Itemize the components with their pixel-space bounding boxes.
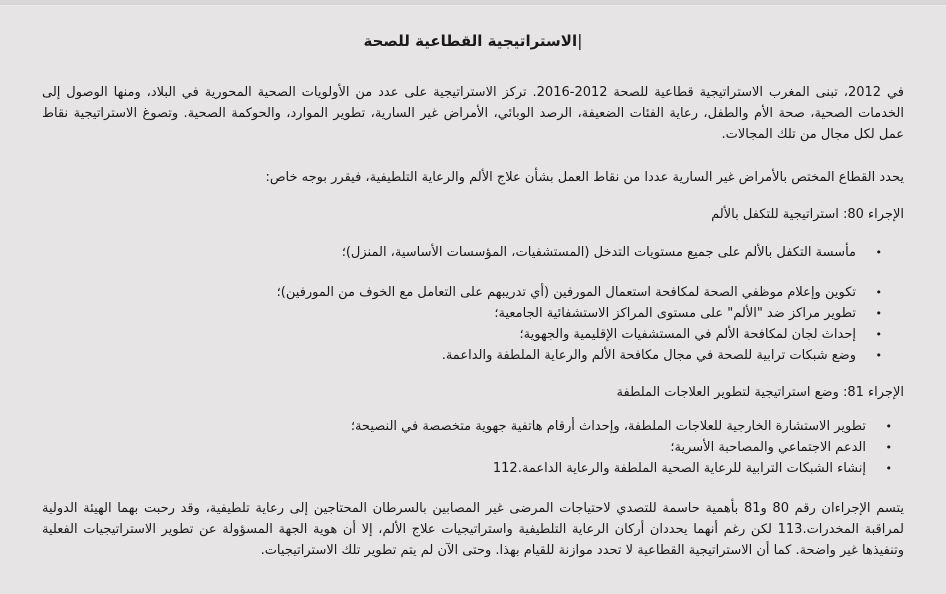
bullet-icon: • (875, 328, 882, 341)
action-80-heading: الإجراء 80: استراتيجية للتكفل بالألم (711, 207, 904, 222)
window-top-edge (0, 0, 946, 6)
intro-paragraph: في 2012، تبنى المغرب الاستراتيجية قطاعية للصحة 2012-2016. تركز الاستراتيجية على عدد من الأولويات الصحية المحورية في البلاد، ومنها الوصول إلى الخدمات الصحية، صحة الأم والطفل، رعاية الفئات الضعيفة، الرصد الوبائي، الأمراض غير السارية، تطوير الموارد، والحوكمة الصحية. وتصوغ الاستراتيجية نقاط عمل لكل مجال من تلك المجالات. (42, 85, 904, 142)
bullet-item (42, 416, 892, 437)
bullet-text: إنشاء الشبكات الترابية للرعاية الصحية الملطفة والرعاية الداعمة.112 (492, 461, 866, 476)
document-title-row (42, 30, 904, 52)
document-page (0, 30, 946, 561)
bullet-item (42, 324, 882, 345)
closing-paragraph: يتسم الإجراءان رقم 80 و81 بأهمية حاسمة للتصدي لاحتياجات المرضى غير المصابين بالسرطان المحتاجين إلى رعاية تلطيفية، وقد رحبت بهما الهيئة الدولية لمراقبة المخدرات.113 لكن رغم أنهما يحددان أركان الرعاية التلطيفية واستراتيجيات علاج الألم، إلا أن هوية الجهة المسؤولة عن تطوير الاستراتيجيات الفعلية وتنفيذها غير واضحة. كما أن الاستراتيجية القطاعية لا تحدد موازنة للقيام بهذا. وحتى الآن لم يتم تطوير تلك الاستراتيجيات. (42, 501, 904, 558)
lead-paragraph: يحدد القطاع المختص بالأمراض غير السارية عددا من نقاط العمل بشأن علاج الألم والرعاية التلطيفية، فيقرر بوجه خاص: (265, 170, 904, 185)
bullet-text: تطوير الاستشارة الخارجية للعلاجات الملطفة، وإحداث أرقام هاتفية جهوية متخصصة في النصيحة؛ (350, 419, 866, 434)
action-81-heading: الإجراء 81: وضع استراتيجية لتطوير العلاجات الملطفة (616, 385, 904, 400)
bullet-text: تطوير مراكز ضد "الألم" على مستوى المراكز الاستشفائية الجامعية؛ (494, 306, 856, 321)
bullet-icon: • (885, 462, 892, 475)
bullet-text: مأسسة التكفل بالألم على جميع مستويات التدخل (المستشفيات، المؤسسات الأساسية، المنزل)؛ (341, 245, 856, 260)
bullet-text: إحداث لجان لمكافحة الألم في المستشفيات الإقليمية والجهوية؛ (519, 327, 856, 342)
bullet-item (42, 437, 892, 458)
bullet-item (42, 303, 882, 324)
bullet-item (42, 458, 892, 479)
bullet-text: تكوين وإعلام موظفي الصحة لمكافحة استعمال المورفين (أي تدريبهم على التعامل مع الخوف من المورفين)؛ (276, 285, 856, 300)
bullet-icon: • (875, 349, 882, 362)
bullet-icon: • (875, 246, 882, 259)
bullet-icon: • (875, 307, 882, 320)
bullet-icon: • (885, 420, 892, 433)
bullet-item (42, 242, 882, 263)
bullet-item (42, 345, 882, 366)
bullet-text: وضع شبكات ترابية للصحة في مجال مكافحة الألم والرعاية الملطفة والداعمة. (441, 348, 856, 363)
bullet-item (42, 282, 882, 303)
bullet-icon: • (885, 441, 892, 454)
action-81-bullet-list (42, 416, 904, 479)
text-cursor: | (577, 31, 583, 50)
action-80-bullet-list (42, 242, 904, 366)
bullet-text: الدعم الاجتماعي والمصاحبة الأسرية؛ (670, 440, 866, 455)
bullet-icon: • (875, 286, 882, 299)
page-title: الاستراتيجية القطاعية للصحة (363, 32, 578, 50)
